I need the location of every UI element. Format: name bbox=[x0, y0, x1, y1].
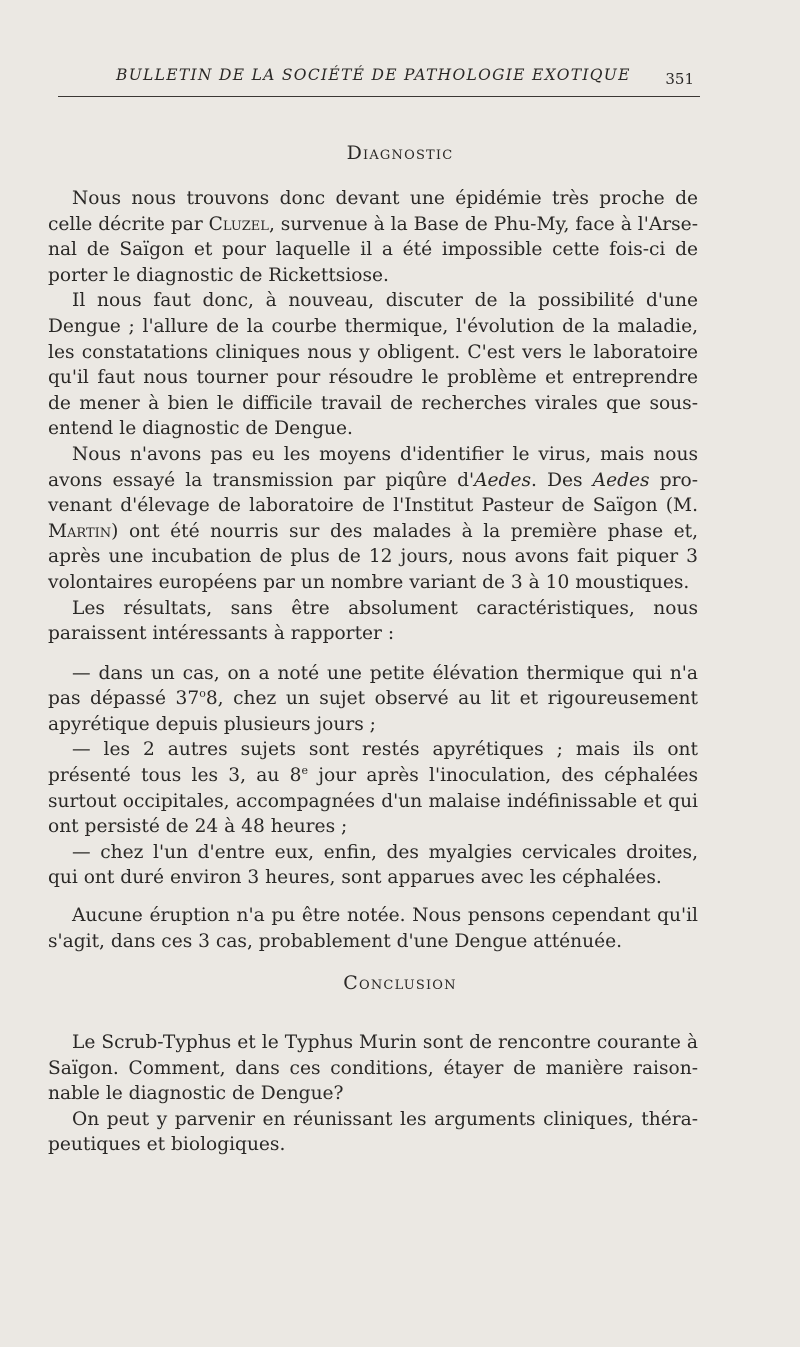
text-run: , survenue à la Base de Phu-My, face à l'Arsenal de Saïgon et pour laquelle il a été impossible cette fois-ci de porter le diagnostic de Rickettsiose. bbox=[48, 213, 698, 286]
text-run: jour après l'inoculation, des céphalées surtout occipitales, accompagnées d'un malaise indéfinissable et qui ont persisté de 24 à 48 heures ; bbox=[48, 765, 699, 838]
author-name: Martin bbox=[48, 520, 112, 542]
text-run: — dans un cas, on a noté une petite élévation thermique qui n'a pas dépassé 37 bbox=[48, 662, 698, 710]
conclusion-section-body bbox=[48, 1030, 698, 1158]
text-run: Nous nous trouvons donc devant une épidémie très proche de celle décrite par bbox=[48, 188, 698, 235]
species-name: Aedes bbox=[592, 469, 650, 491]
superscript: o bbox=[199, 687, 206, 701]
list-item: — chez l'un d'entre eux, enfin, des myalgies cervicales droites, qui ont duré environ 3 heures, sont apparues avec les céphalées. bbox=[48, 841, 698, 889]
text-run: Nous n'avons pas eu les moyens d'identifier le virus, mais nous avons essayé la transmission par piqûre d' bbox=[48, 443, 698, 491]
page-number: 351 bbox=[665, 70, 694, 88]
text-run: provenant d'élevage de laboratoire de l'Institut Pasteur de Saïgon (M. bbox=[48, 469, 698, 517]
section-heading-conclusion: Conclusion bbox=[343, 972, 457, 994]
page-header bbox=[58, 62, 700, 97]
paragraph: Les résultats, sans être absolument caractéristiques, nous paraissent intéressants à rapporter : bbox=[48, 597, 698, 645]
text-run: 8, chez un sujet observé au lit et rigoureusement apyrétique depuis plusieurs jours ; bbox=[48, 688, 698, 735]
paragraph bbox=[48, 186, 698, 288]
author-name: Cluzel bbox=[208, 213, 269, 235]
paragraph: On peut y parvenir en réunissant les arguments cliniques, thérapeutiques et biologiques. bbox=[48, 1108, 698, 1156]
diagnostic-section-body bbox=[48, 186, 698, 954]
paragraph: Il nous faut donc, à nouveau, discuter de la possibilité d'une Dengue ; l'allure de la courbe thermique, l'évolution de la maladie, les constatations cliniques nous y obligent. C'est vers le laboratoire qu'il faut nous tourner pour résoudre le problème et entreprendre de mener à bien le difficile travail de recherches virales que sousentend le diagnostic de Dengue. bbox=[48, 290, 698, 440]
text-run: ) ont été nourris sur des malades à la première phase et, après une incubation de plus de 12 jours, nous avons fait piquer 3 volontaires européens par un nombre variant de 3 à 10 moustiques. bbox=[48, 520, 698, 593]
running-title: BULLETIN DE LA SOCIÉTÉ DE PATHOLOGIE EXOTIQUE bbox=[116, 66, 631, 84]
section-heading-diagnostic: Diagnostic bbox=[346, 142, 454, 164]
list-item bbox=[48, 737, 698, 839]
paragraph bbox=[48, 442, 698, 596]
paragraph: Aucune éruption n'a pu être notée. Nous pensons cependant qu'il s'agit, dans ces 3 cas, probablement d'une Dengue atténuée. bbox=[48, 905, 698, 952]
text-run: — les 2 autres sujets sont restés apyrétiques ; mais ils ont présenté tous les 3, au 8 bbox=[48, 739, 698, 787]
species-name: Aedes bbox=[474, 469, 532, 491]
paragraph: Le Scrub-Typhus et le Typhus Murin sont de rencontre courante à Saïgon. Comment, dans ces conditions, étayer de manière raisonnable le diagnostic de Dengue? bbox=[48, 1032, 698, 1105]
list-item bbox=[48, 661, 698, 738]
superscript: e bbox=[301, 763, 308, 777]
text-run: . Des bbox=[531, 469, 593, 491]
